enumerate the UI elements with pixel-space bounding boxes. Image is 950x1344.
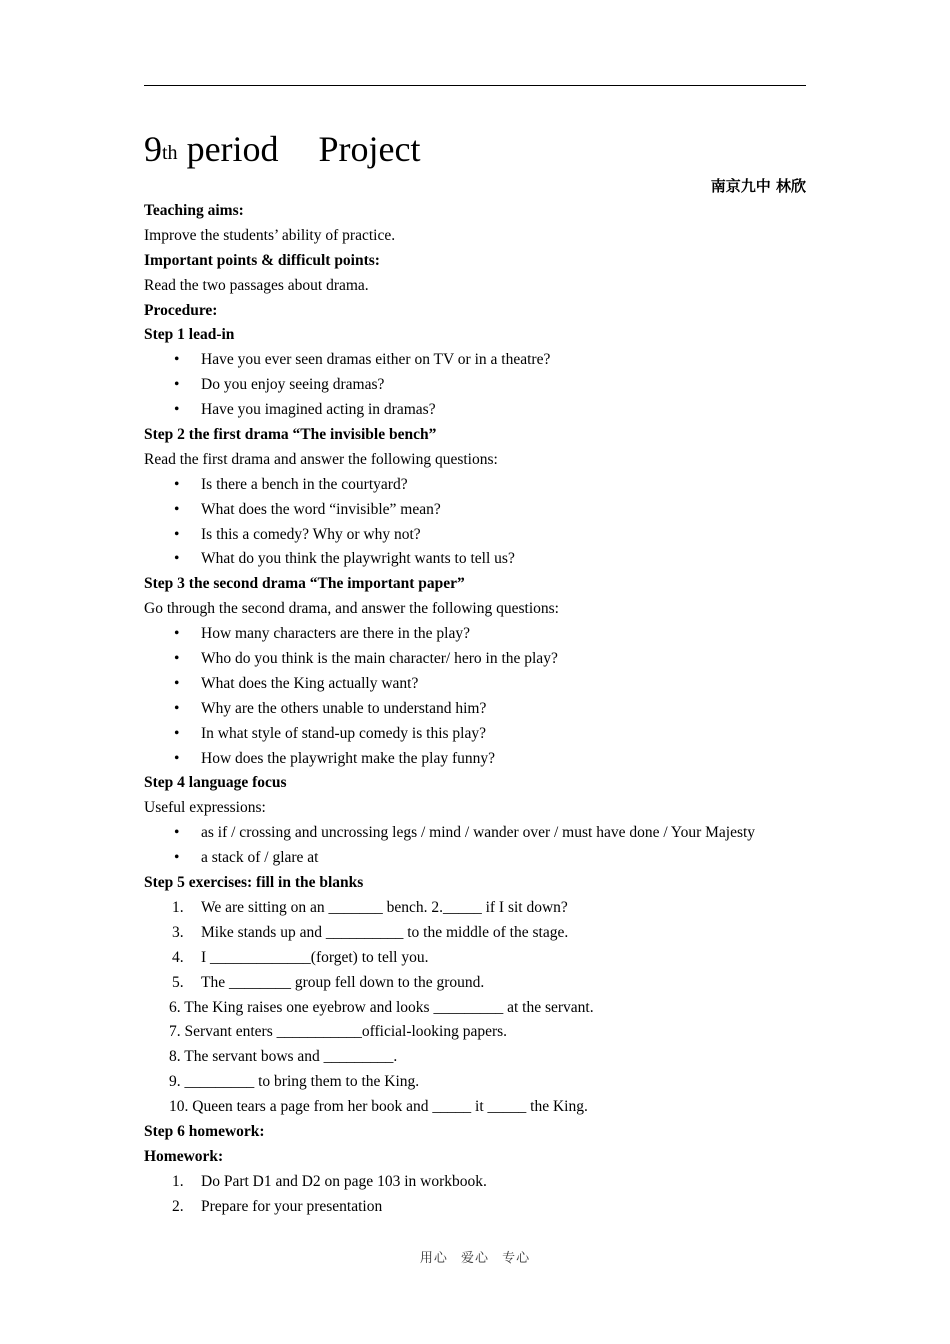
aims-text: Improve the students’ ability of practice. [144, 226, 396, 244]
homework-heading: Homework: [144, 1147, 224, 1165]
title-word-period: period [186, 129, 279, 169]
points-heading: Important points & difficult points: [144, 251, 380, 269]
exercise-number: 1. [172, 898, 184, 916]
exercise-number: 5. [172, 973, 184, 991]
list-item: • What does the King actually want? [144, 672, 824, 697]
list-item: • Who do you think is the main character/ hero in the play? [144, 647, 824, 672]
page-footer: 用心 爱心 专心 [419, 1251, 531, 1266]
exercise-item [144, 921, 824, 946]
exercise-item: 6. The King raises one eyebrow and looks _________ at the servant. [169, 998, 594, 1016]
homework-text: Prepare for your presentation [201, 1197, 383, 1215]
exercise-number: 4. [172, 948, 184, 966]
exercise-text: Mike stands up and __________ to the middle of the stage. [201, 923, 569, 941]
homework-item [144, 1170, 824, 1195]
step1-heading: Step 1 lead-in [144, 326, 235, 344]
step4-heading: Step 4 language focus [144, 774, 287, 792]
title-number: 9 [144, 129, 162, 169]
list-item: • Have you ever seen dramas either on TV or in a theatre? [144, 348, 824, 373]
title-superscript: th [162, 142, 178, 164]
homework-item [144, 1195, 824, 1220]
exercise-number: 3. [172, 923, 184, 941]
exercise-text: We are sitting on an _______ bench. 2._____ if I sit down? [201, 898, 568, 916]
header-rule [144, 85, 806, 86]
list-item: • Why are the others unable to understand him? [144, 697, 824, 722]
step3-intro: Go through the second drama, and answer the following questions: [144, 600, 559, 618]
exercise-item: 9. _________ to bring them to the King. [169, 1073, 420, 1091]
page-title [144, 126, 421, 172]
homework-text: Do Part D1 and D2 on page 103 in workbook. [201, 1172, 487, 1190]
author-line: 南京九中 林欣 [710, 177, 806, 195]
list-item: • Have you imagined acting in dramas? [144, 398, 824, 423]
step5-heading: Step 5 exercises: fill in the blanks [144, 874, 364, 892]
step2-heading: Step 2 the first drama “The invisible bench” [144, 426, 437, 444]
title-word-project: Project [318, 129, 421, 169]
list-item: • How many characters are there in the play? [144, 622, 824, 647]
step4-intro: Useful expressions: [144, 799, 266, 817]
procedure-heading: Procedure: [144, 301, 218, 319]
list-item: • a stack of / glare at [144, 846, 824, 871]
exercise-item: 10. Queen tears a page from her book and _____ it _____ the King. [169, 1098, 588, 1116]
exercise-text: I _____________(forget) to tell you. [201, 948, 429, 966]
step2-intro: Read the first drama and answer the following questions: [144, 450, 498, 468]
points-text: Read the two passages about drama. [144, 276, 369, 294]
list-item: • In what style of stand-up comedy is this play? [144, 722, 824, 747]
exercise-item [144, 971, 824, 996]
exercise-text: The ________ group fell down to the ground. [201, 973, 485, 991]
step6-heading: Step 6 homework: [144, 1122, 265, 1140]
exercise-item: 8. The servant bows and _________. [169, 1048, 398, 1066]
exercise-item: 7. Servant enters ___________official-looking papers. [169, 1023, 508, 1041]
list-item: • Is this a comedy? Why or why not? [144, 523, 824, 548]
document-body [144, 199, 824, 1220]
list-item: • as if / crossing and uncrossing legs / mind / wander over / must have done / Your Majesty [144, 821, 824, 846]
homework-number: 1. [172, 1172, 184, 1190]
homework-number: 2. [172, 1197, 184, 1215]
list-item: • What do you think the playwright wants to tell us? [144, 547, 824, 572]
step3-heading: Step 3 the second drama “The important paper” [144, 575, 465, 593]
exercise-item [144, 946, 824, 971]
exercise-item [144, 896, 824, 921]
aims-heading: Teaching aims: [144, 202, 244, 219]
list-item: • What does the word “invisible” mean? [144, 498, 824, 523]
list-item: • Is there a bench in the courtyard? [144, 473, 824, 498]
list-item: • How does the playwright make the play funny? [144, 747, 824, 772]
list-item: • Do you enjoy seeing dramas? [144, 373, 824, 398]
